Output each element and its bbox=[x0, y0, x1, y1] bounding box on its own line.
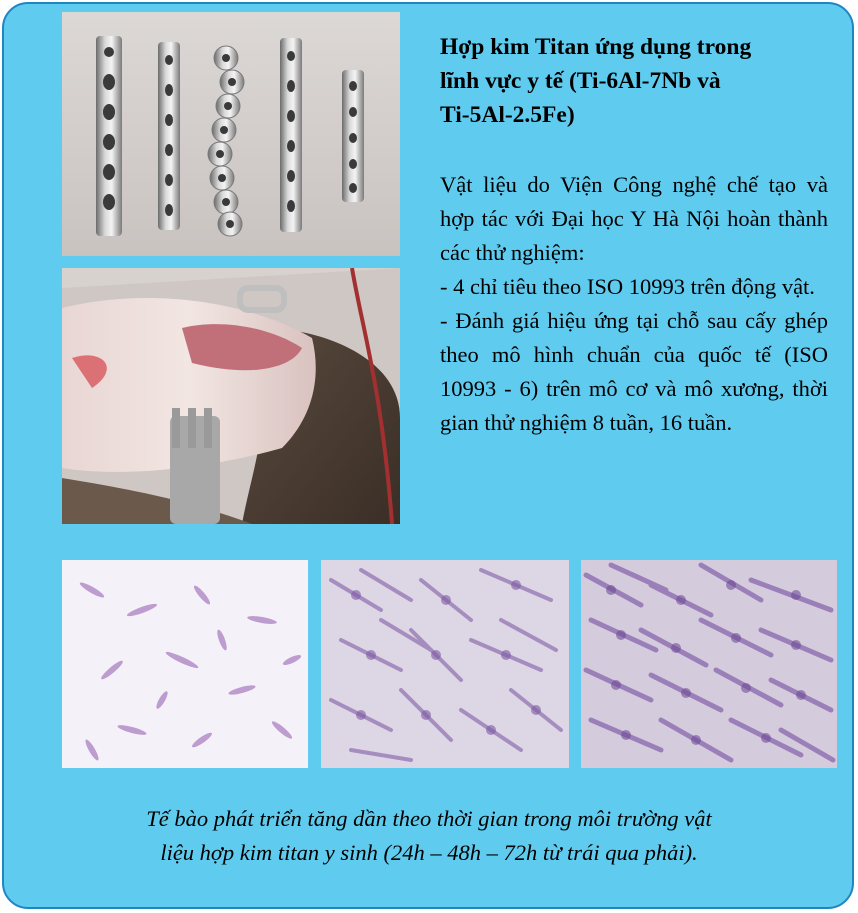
title-line: Hợp kim Titan ứng dụng trong bbox=[440, 34, 752, 60]
titanium-plates-photo bbox=[62, 12, 400, 256]
animal-surgery-photo bbox=[62, 268, 400, 524]
cell-micrograph-24h bbox=[62, 560, 308, 768]
info-panel bbox=[2, 2, 854, 909]
title-line: Ti-5Al-2.5Fe) bbox=[440, 102, 575, 128]
caption bbox=[24, 802, 834, 870]
description-intro: Vật liệu do Viện Công nghệ chế tạo và hợp tác với Đại học Y Hà Nội hoàn thành các thử nghiệm: bbox=[440, 172, 828, 265]
cell-micrograph-72h bbox=[581, 560, 837, 768]
title bbox=[440, 30, 826, 132]
description-item-2: - Đánh giá hiệu ứng tại chỗ sau cấy ghép theo mô hình chuẩn của quốc tế (ISO 10993 - 6) trên mô cơ và mô xương, thời gian thử nghiệm 8 tuần, 16 tuần. bbox=[440, 308, 828, 435]
description bbox=[440, 168, 828, 440]
description-item-1: - 4 chỉ tiêu theo ISO 10993 trên động vật. bbox=[440, 274, 815, 299]
caption-line: Tế bào phát triển tăng dần theo thời gian trong môi trường vật bbox=[146, 806, 712, 831]
cell-micrograph-48h bbox=[321, 560, 569, 768]
caption-line: liệu hợp kim titan y sinh (24h – 48h – 72h từ trái qua phải). bbox=[160, 840, 698, 865]
title-line: lĩnh vực y tế (Ti-6Al-7Nb và bbox=[440, 68, 721, 94]
